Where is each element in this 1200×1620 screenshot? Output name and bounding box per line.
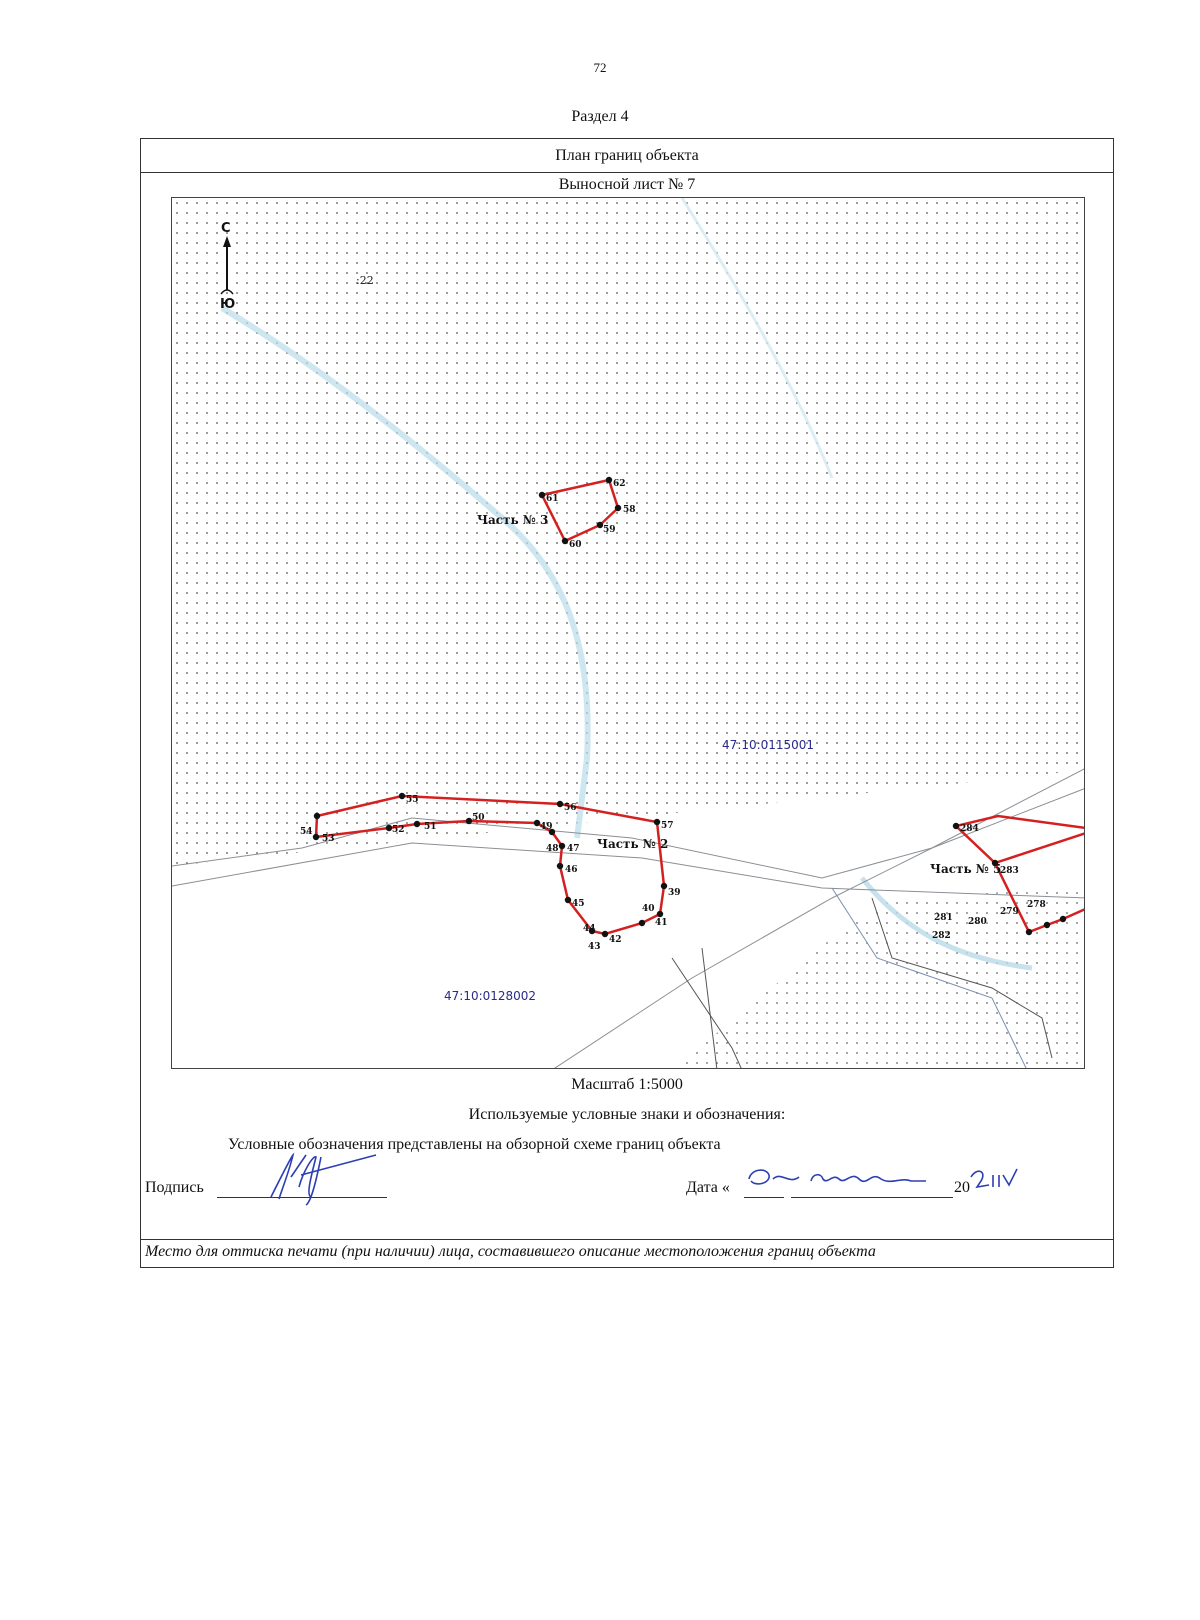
label-279: 279 xyxy=(1000,907,1019,917)
sheet-title: Выносной лист № 7 xyxy=(558,176,696,193)
point-58 xyxy=(615,505,621,511)
label-45: 45 xyxy=(572,899,585,909)
point-57 xyxy=(654,819,660,825)
legend-heading: Используемые условные знаки и обозначения: xyxy=(468,1106,786,1123)
point-41 xyxy=(657,911,663,917)
label-282: 282 xyxy=(932,931,951,941)
label-41: 41 xyxy=(655,918,668,928)
handwritten-date-icon xyxy=(741,1159,1041,1199)
label-47: 47 xyxy=(567,844,580,854)
compass-south: Ю xyxy=(220,297,236,312)
label-284: 284 xyxy=(960,824,979,834)
label-59: 59 xyxy=(603,525,616,535)
label-55: 55 xyxy=(406,795,419,805)
point-282 xyxy=(1026,929,1032,935)
label-46: 46 xyxy=(565,865,578,875)
boundary-map xyxy=(171,197,1085,1069)
label-60: 60 xyxy=(569,540,582,550)
signature-label: Подпись xyxy=(145,1179,204,1196)
label-42: 42 xyxy=(609,935,622,945)
point-54 xyxy=(314,813,320,819)
point-60 xyxy=(562,538,568,544)
label-57: 57 xyxy=(661,821,674,831)
label-51: 51 xyxy=(424,822,437,832)
stamp-note: Место для оттиска печати (при наличии) лица, составившего описание местоположения границ объекта xyxy=(141,1239,1113,1269)
signature-icon xyxy=(251,1147,381,1207)
part-5-label: Часть № 5 xyxy=(930,862,1002,876)
compass-north: С xyxy=(221,221,231,236)
label-62: 62 xyxy=(613,479,626,489)
point-280 xyxy=(1060,916,1066,922)
point-62 xyxy=(606,477,612,483)
point-42 xyxy=(602,931,608,937)
label-61: 61 xyxy=(546,494,559,504)
label-48: 48 xyxy=(546,844,559,854)
point-55 xyxy=(399,793,405,799)
legend-text: Условные обозначения представлены на обзорной схеме границ объекта xyxy=(228,1136,721,1153)
label-44: 44 xyxy=(583,924,596,934)
label-39: 39 xyxy=(668,888,681,898)
date-year: 20 xyxy=(954,1179,970,1196)
label-40: 40 xyxy=(642,904,655,914)
plan-title: План границ объекта xyxy=(141,139,1113,173)
point-56 xyxy=(557,801,563,807)
label-56: 56 xyxy=(564,803,577,813)
dotted-area-north xyxy=(172,198,1085,866)
point-45 xyxy=(565,897,571,903)
point-47 xyxy=(559,843,565,849)
date-label: Дата « xyxy=(686,1179,730,1196)
page-number: 72 xyxy=(593,60,607,75)
label-50: 50 xyxy=(472,813,485,823)
label-281: 281 xyxy=(934,913,953,923)
grid-label: :22 xyxy=(356,274,374,287)
point-40 xyxy=(639,920,645,926)
point-39 xyxy=(661,883,667,889)
part-3-label: Часть № 3 xyxy=(477,513,549,527)
label-280: 280 xyxy=(968,917,987,927)
map-scale: Масштаб 1:5000 xyxy=(571,1076,683,1093)
point-53 xyxy=(313,834,319,840)
point-46 xyxy=(557,863,563,869)
dotted-area-southeast xyxy=(672,888,1085,1069)
point-281 xyxy=(1044,922,1050,928)
label-52: 52 xyxy=(392,825,405,835)
label-278: 278 xyxy=(1027,900,1046,910)
label-49: 49 xyxy=(540,822,553,832)
cadastral-label-2: 47:10:0128002 xyxy=(444,989,537,1003)
section-title: Раздел 4 xyxy=(571,108,629,125)
document-frame xyxy=(140,138,1114,1268)
point-51 xyxy=(414,821,420,827)
label-43: 43 xyxy=(588,942,601,952)
point-61 xyxy=(539,492,545,498)
label-58: 58 xyxy=(623,505,636,515)
label-54: 54 xyxy=(300,827,313,837)
cadastral-label-1: 47:10:0115001 xyxy=(722,738,815,752)
label-283: 283 xyxy=(1000,866,1019,876)
part-2-label: Часть № 2 xyxy=(597,837,669,851)
label-53: 53 xyxy=(322,834,335,844)
point-284 xyxy=(953,823,959,829)
